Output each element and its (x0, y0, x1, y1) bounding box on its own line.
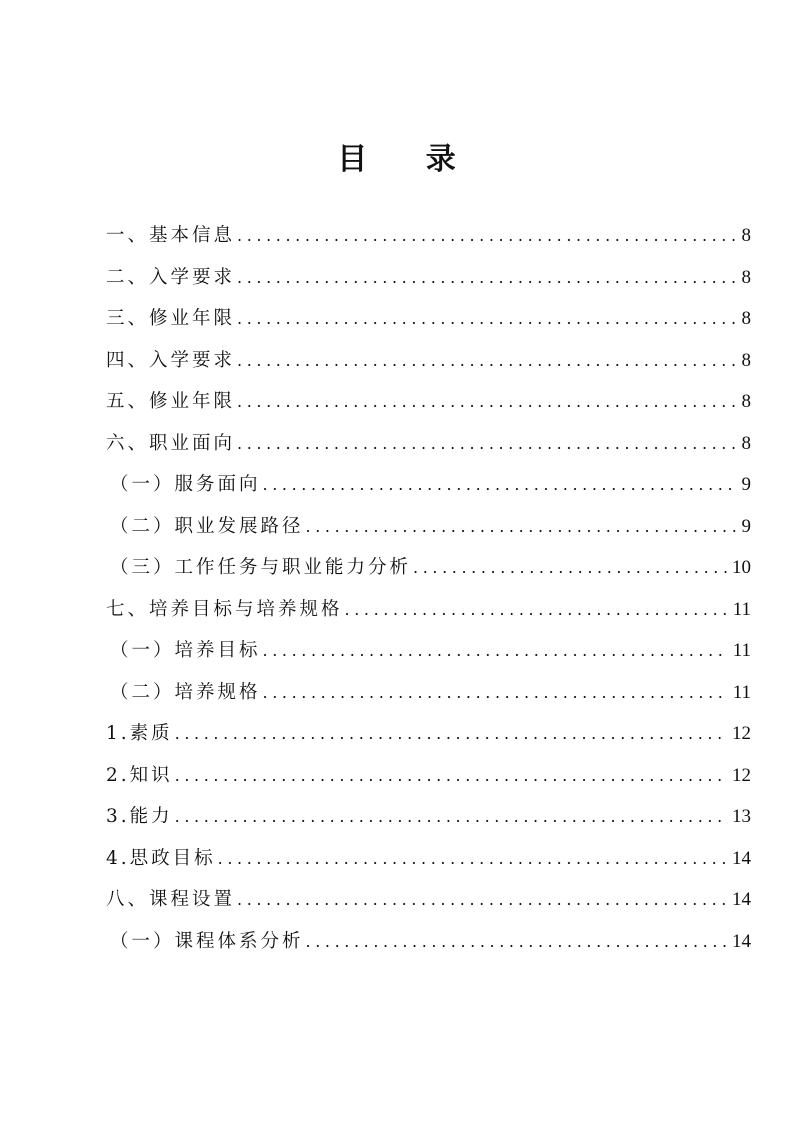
toc-title: 目 录 (337, 142, 480, 177)
toc-page-number: 8 (741, 432, 751, 454)
toc-entry[interactable] (106, 921, 751, 963)
dot-leader (235, 215, 737, 257)
toc-page-number: 9 (741, 474, 751, 495)
dot-leader (343, 589, 729, 631)
toc-page-number: 9 (741, 515, 751, 537)
toc-entry[interactable] (106, 464, 751, 506)
toc-entry[interactable] (106, 630, 751, 672)
toc-page-number: 12 (732, 764, 751, 786)
toc-entry-label: 七、培养目标与培养规格 (106, 598, 343, 620)
toc-entry-label: （二）培养规格 (110, 681, 261, 703)
dot-leader (235, 879, 728, 921)
toc-entry-label: （一）服务面向 (110, 474, 261, 495)
dot-leader (261, 464, 738, 506)
toc-entry-label: 4.思政目标 (106, 847, 216, 869)
dot-leader (235, 381, 737, 423)
toc-entry-label: （一）课程体系分析 (110, 930, 304, 952)
toc-entry[interactable] (106, 381, 751, 423)
toc-entry[interactable] (106, 215, 751, 257)
toc-entry[interactable] (106, 672, 751, 714)
toc-page-number: 10 (732, 557, 751, 578)
dot-leader (216, 838, 728, 880)
toc-entry-label: 2.知识 (106, 764, 173, 786)
toc-entry[interactable] (106, 838, 751, 880)
toc-page-number: 8 (741, 349, 751, 371)
toc-entry-label: 六、职业面向 (106, 432, 236, 454)
toc-entry-label: 3.能力 (106, 806, 173, 827)
toc-entry-label: （一）培养目标 (110, 640, 261, 661)
toc-entry[interactable] (106, 298, 751, 340)
toc-page-number: 8 (741, 225, 751, 246)
dot-leader (235, 298, 737, 340)
dot-leader (173, 755, 728, 797)
toc-entry-label: 五、修业年限 (106, 391, 236, 412)
dot-leader (235, 423, 737, 465)
toc-entry-label: 二、入学要求 (106, 266, 236, 288)
toc-entry[interactable] (106, 547, 751, 589)
toc-entry-label: 八、课程设置 (106, 889, 236, 910)
dot-leader (261, 630, 729, 672)
toc-list (106, 215, 751, 962)
dot-leader (411, 547, 728, 589)
dot-leader (235, 340, 737, 382)
toc-page-number: 8 (741, 308, 751, 329)
toc-page-number: 11 (732, 598, 751, 620)
toc-page-number: 12 (732, 723, 751, 744)
dot-leader (235, 257, 737, 299)
toc-entry[interactable] (106, 713, 751, 755)
toc-page-number: 11 (732, 640, 751, 661)
toc-entry[interactable] (106, 755, 751, 797)
toc-page-number: 14 (732, 889, 751, 910)
toc-entry-label: （三）工作任务与职业能力分析 (110, 557, 412, 578)
toc-entry[interactable] (106, 423, 751, 465)
toc-page-number: 8 (741, 391, 751, 412)
toc-entry-label: 1.素质 (106, 723, 173, 744)
toc-page-number: 8 (741, 266, 751, 288)
toc-page-number: 11 (732, 681, 751, 703)
toc-entry-label: （二）职业发展路径 (110, 515, 304, 537)
dot-leader (304, 506, 738, 548)
toc-entry-label: 三、修业年限 (106, 308, 236, 329)
dot-leader (261, 672, 729, 714)
toc-entry[interactable] (106, 589, 751, 631)
toc-entry[interactable] (106, 796, 751, 838)
toc-entry[interactable] (106, 257, 751, 299)
toc-entry[interactable] (106, 879, 751, 921)
toc-page-number: 14 (732, 847, 751, 869)
toc-page-number: 14 (732, 930, 751, 952)
toc-entry-label: 一、基本信息 (106, 225, 236, 246)
dot-leader (173, 713, 728, 755)
toc-entry[interactable] (106, 340, 751, 382)
dot-leader (304, 921, 728, 963)
toc-entry[interactable] (106, 506, 751, 548)
toc-entry-label: 四、入学要求 (106, 349, 236, 371)
toc-page-number: 13 (732, 806, 751, 827)
dot-leader (173, 796, 728, 838)
